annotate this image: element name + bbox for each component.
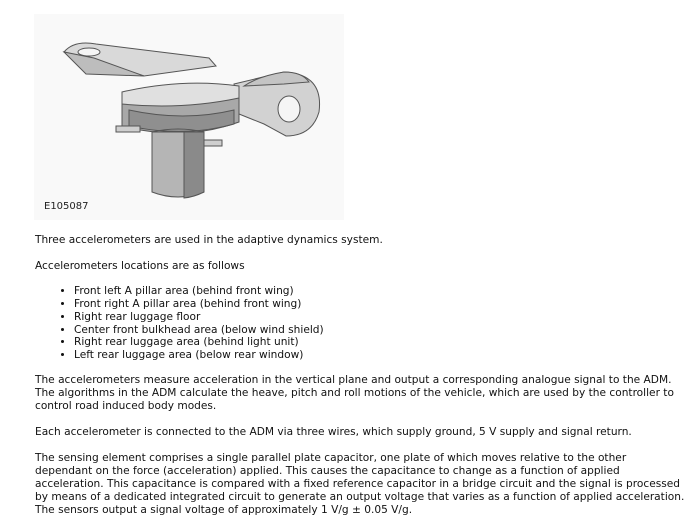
locations-list: [35, 285, 685, 362]
list-item: • Left rear luggage area (below rear window): [74, 349, 685, 362]
list-item: • Front left A pillar area (behind front wing): [74, 285, 685, 298]
list-item: • Right rear luggage floor: [74, 311, 685, 324]
function-paragraph: The accelerometers measure acceleration in the vertical plane and output a corresponding analogue signal to the ADM. The algorithms in the ADM calculate the heave, pitch and roll motions of the vehicle, which are used by the controller to control road induced body modes.: [35, 374, 674, 413]
accelerometer-figure: [34, 14, 344, 220]
sensing-paragraph: The sensing element comprises a single parallel plate capacitor, one plate of which moves relative to the other dependant on the force (acceleration) applied. This causes the capacitance to change as a function of applied acceleration. This capacitance is compared with a fixed reference capacitor in a bridge circuit and the signal is processed by means of a dedicated integrated circuit to generate an output voltage that varies as a function of applied acceleration. The sensors output a signal voltage of approximately 1 V/g ± 0.05 V/g.: [35, 451, 685, 516]
locations-heading: Accelerometers locations are as follows: [35, 259, 245, 272]
list-item: • Front right A pillar area (behind front wing): [74, 298, 685, 311]
wiring-paragraph: Each accelerometer is connected to the ADM via three wires, which supply ground, 5 V supply and signal return.: [35, 425, 632, 438]
list-item: • Center front bulkhead area (below wind shield): [74, 324, 685, 337]
figure-id: E105087: [44, 201, 89, 212]
accelerometer-sensor-illustration: [34, 14, 344, 220]
document-body: [35, 234, 685, 529]
intro-paragraph: Three accelerometers are used in the adaptive dynamics system.: [35, 234, 383, 246]
list-item: • Right rear luggage area (behind light unit): [74, 336, 685, 349]
